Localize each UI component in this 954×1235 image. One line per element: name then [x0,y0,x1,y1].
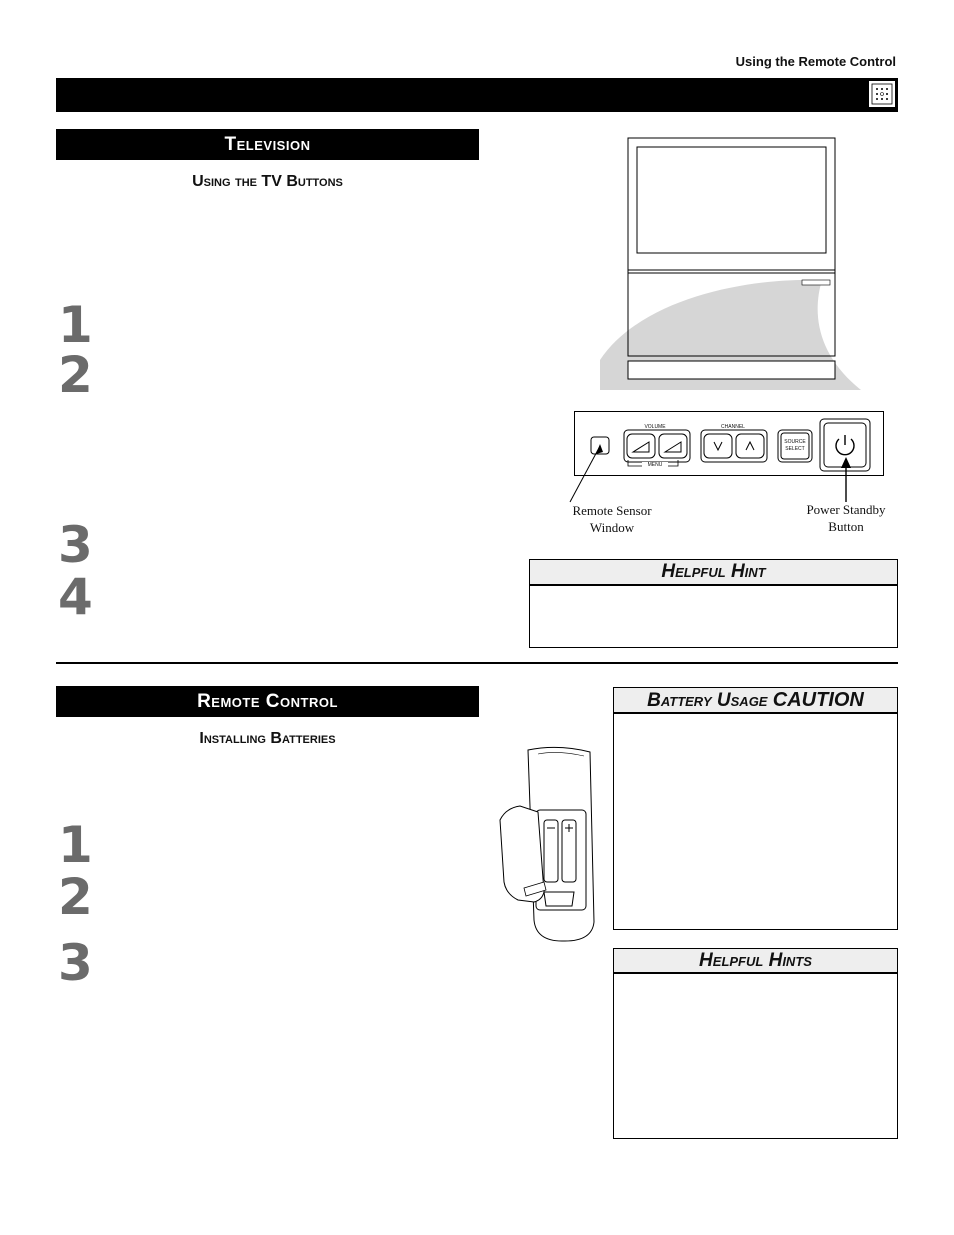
channel-label: CHANNEL [721,424,745,430]
menu-label: MENU [642,462,668,468]
source-select-label-2: SELECT [785,446,805,452]
tv-step-2: 2 [58,346,93,404]
running-head: Using the Remote Control [735,54,896,69]
remote-sensor-caption: Remote Sensor Window [572,503,652,535]
power-standby-caption: Power Standby Button [806,502,886,534]
remote-control-section-title: Remote Control [56,686,479,717]
helpful-hint-box [529,559,898,648]
remote-control-icon [868,80,896,108]
source-select-label-1: SOURCE [784,439,806,445]
battery-caution-title: Battery Usage CAUTION [614,688,897,714]
callout-arrows [560,430,900,510]
helpful-hint-title: Helpful Hint [530,560,897,586]
tv-illustration [560,130,900,390]
helpful-hints-box [613,948,898,1139]
installing-batteries-subheading: Installing Batteries [199,730,336,747]
remote-step-3: 3 [58,934,93,992]
section-divider [56,662,898,664]
top-bar [56,78,898,112]
television-section-title: Television [56,129,479,160]
tv-step-4: 4 [58,568,93,626]
remote-step-2: 2 [58,868,93,926]
tv-step-3: 3 [58,516,93,574]
battery-caution-box [613,687,898,930]
tv-buttons-subheading: Using the TV Buttons [192,173,343,190]
volume-label: VOLUME [644,424,666,430]
remote-step-1: 1 [58,816,93,874]
helpful-hints-title: Helpful Hints [614,949,897,974]
tv-step-1: 1 [58,296,93,354]
remote-battery-illustration [494,742,598,944]
